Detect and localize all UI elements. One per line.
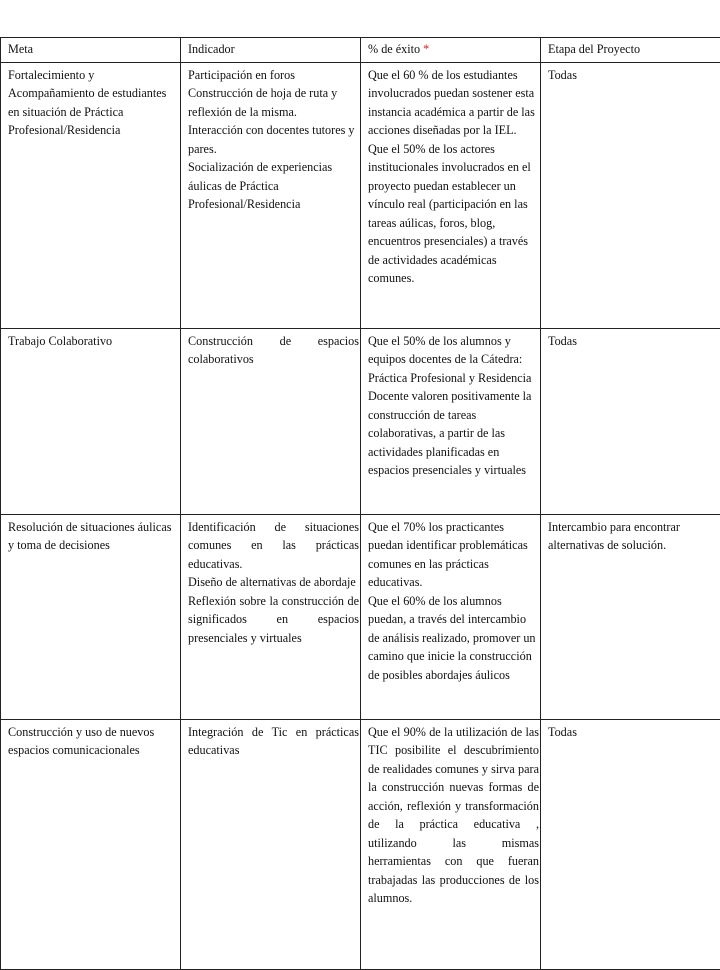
indicador-item: Diseño de alternativas de abordaje	[188, 573, 359, 592]
cell-meta: Construcción y uso de nuevos espacios comunicacionales	[1, 719, 181, 969]
exito-item: Que el 70% los practicantes puedan identificar problemáticas comunes en las prácticas educativas.	[368, 518, 539, 592]
cell-indicador	[181, 62, 361, 328]
indicador-item: Construcción de espacios colaborativos	[188, 332, 359, 369]
exito-item: Que el 50% de los actores institucionales involucrados en el proyecto puedan establecer un vínculo real (participación en las tareas aúlicas, foros, blog, encuentros presenciales) a través de actividades académicas comunes.	[368, 140, 539, 288]
cell-meta: Resolución de situaciones áulicas y toma de decisiones	[1, 514, 181, 719]
header-meta: Meta	[1, 38, 181, 63]
cell-etapa: Todas	[541, 62, 720, 328]
indicador-item: Identificación de situaciones comunes en las prácticas educativas.	[188, 518, 359, 574]
cell-exito	[361, 719, 541, 969]
header-exito	[361, 38, 541, 63]
exito-item: Que el 60 % de los estudiantes involucrados puedan sostener esta instancia académica a partir de las acciones diseñadas por la IEL.	[368, 66, 539, 140]
objectives-table	[0, 37, 720, 970]
cell-etapa: Todas	[541, 328, 720, 514]
required-asterisk: *	[423, 42, 429, 56]
indicador-item: Reflexión sobre la construcción de significados en espacios presenciales y virtuales	[188, 592, 359, 648]
cell-etapa: Todas	[541, 719, 720, 969]
cell-exito	[361, 328, 541, 514]
indicador-item: Construcción de hoja de ruta y reflexión de la misma.	[188, 84, 359, 121]
cell-indicador	[181, 719, 361, 969]
indicador-item: Participación en foros	[188, 66, 359, 85]
header-row	[1, 38, 720, 63]
exito-item: Que el 90% de la utilización de las TIC posibilite el descubrimiento de realidades comunes y sirva para la construcción nuevas formas de acción, reflexión y transformación de la práctica educativa , utilizando las mismas herramientas con que fueran trabajadas las producciones de los alumnos.	[368, 723, 539, 908]
cell-meta: Fortalecimiento y Acompañamiento de estudiantes en situación de Práctica Profesional/Residencia	[1, 62, 181, 328]
cell-exito	[361, 62, 541, 328]
table-row	[1, 328, 720, 514]
header-indicador: Indicador	[181, 38, 361, 63]
exito-item: Que el 50% de los alumnos y equipos docentes de la Cátedra: Práctica Profesional y Residencia Docente valoren positivamente la construcción de tareas colaborativas, a partir de las actividades planificadas en espacios presenciales y virtuales	[368, 332, 539, 480]
cell-indicador	[181, 328, 361, 514]
table-row	[1, 514, 720, 719]
cell-indicador	[181, 514, 361, 719]
exito-item: Que el 60% de los alumnos puedan, a través del intercambio de análisis realizado, promover un camino que inicie la construcción de posibles abordajes áulicos	[368, 592, 539, 685]
cell-meta: Trabajo Colaborativo	[1, 328, 181, 514]
cell-etapa: Intercambio para encontrar alternativas de solución.	[541, 514, 720, 719]
indicador-item: Interacción con docentes tutores y pares.	[188, 121, 359, 158]
indicador-item: Integración de Tic en prácticas educativas	[188, 723, 359, 760]
cell-exito	[361, 514, 541, 719]
indicador-item: Socialización de experiencias áulicas de Práctica Profesional/Residencia	[188, 158, 359, 214]
header-exito-label: % de éxito	[368, 42, 420, 56]
table-row	[1, 62, 720, 328]
header-etapa: Etapa del Proyecto	[541, 38, 720, 63]
table-row	[1, 719, 720, 969]
